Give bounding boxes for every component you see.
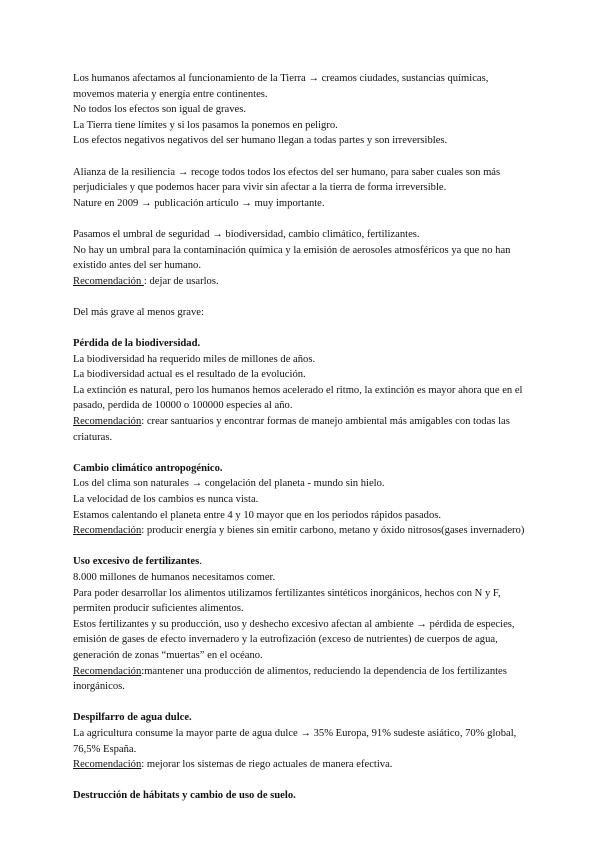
alianza-paragraph xyxy=(73,165,529,212)
text-line: Los humanos afectamos al funcionamiento de la Tierra → creamos ciudades, sustancias químicas, movemos materia y energía entre continentes. xyxy=(73,73,489,100)
section-heading: Despilfarro de agua dulce. xyxy=(73,712,192,724)
recommendation-text: : producir energía y bienes sin emitir carbono, metano y óxido nitrosos(gases invernadero) xyxy=(141,525,525,537)
recommendation-line xyxy=(73,523,529,539)
text-line: Alianza de la resiliencia → recoge todos todos los efectos del ser humano, para saber cuales son más perjudiciales y que podemos hacer para vivir sin afectar a la tierra de forma irreversible. xyxy=(73,166,501,194)
text-line: Nature en 2009 → publicación artículo → muy importante. xyxy=(73,197,325,209)
recommendation-text: : dejar de usarlos. xyxy=(143,275,219,287)
document-page xyxy=(73,71,529,804)
intro-paragraph xyxy=(73,71,529,149)
section-heading-line xyxy=(73,554,529,570)
text-line: Los efectos negativos negativos del ser humano llegan a todas partes y son irreversibles. xyxy=(73,135,448,147)
heading-tail: . xyxy=(199,556,202,568)
section-fertilizantes xyxy=(73,554,529,694)
section-heading: Uso excesivo de fertilizantes xyxy=(73,556,200,568)
recommendation-label: Recomendación xyxy=(73,275,144,287)
umbral-paragraph xyxy=(73,227,529,289)
section-agua xyxy=(73,710,529,772)
recommendation-line xyxy=(73,757,529,773)
recommendation-line xyxy=(73,414,529,445)
recommendation-label: Recomendación xyxy=(73,665,142,677)
text-line: La velocidad de los cambios es nunca vista. xyxy=(73,494,259,506)
text-line: Los del clima son naturales → congelación del planeta - mundo sin hielo. xyxy=(73,478,385,490)
text-line: Pasamos el umbral de seguridad → biodiversidad, cambio climático, fertilizantes. xyxy=(73,228,420,240)
recommendation-text: : crear santuarios y encontrar formas de manejo ambiental más amigables con todas las criaturas. xyxy=(73,416,510,443)
text-line: La Tierra tiene límites y si los pasamos la ponemos en peligro. xyxy=(73,119,338,131)
text-line: Para poder desarrollar los alimentos utilizamos fertilizantes sintéticos inorgánicos, hechos con N y F, permiten producir suficientes alimentos. xyxy=(73,587,501,615)
text-line: Estamos calentando el planeta entre 4 y 10 mayor que en los periodos rápidos pasados. xyxy=(73,509,442,521)
recommendation-line xyxy=(73,664,529,695)
text-line: No hay un umbral para la contaminación química y la emisión de aerosoles atmosféricos ya que no han existido antes del ser humano. xyxy=(73,244,511,272)
text-line: No todos los efectos son igual de graves. xyxy=(73,104,246,116)
recommendation-label: Recomendación xyxy=(73,416,142,428)
recommendation-text: : mejorar los sistemas de riego actuales de manera efectiva. xyxy=(141,759,393,771)
recommendation-label: Recomendación xyxy=(73,759,142,771)
section-clima xyxy=(73,461,529,539)
text-line: La agricultura consume la mayor parte de agua dulce → 35% Europa, 91% sudeste asiático, 70% global, 76,5% España. xyxy=(73,727,517,755)
text-line: 8.000 millones de humanos necesitamos comer. xyxy=(73,572,276,583)
recommendation-label: Recomendación xyxy=(73,525,142,537)
text-line: Estos fertilizantes y su producción, uso y deshecho excesivo afectan al ambiente → pérdida de especies, emisión de gases de efecto invernadero y la eutrofización (exceso de nutrientes) de cuerpos de agua, generación de zonas “muertas” en el océano. xyxy=(73,618,515,661)
section-heading: Cambio climático antropogénico. xyxy=(73,462,223,474)
recommendation-text: :mantener una producción de alimentos, reduciendo la dependencia de los fertilizantes inorgánicos. xyxy=(73,665,507,693)
section-biodiversidad xyxy=(73,336,529,445)
text-line: La biodiversidad actual es el resultado de la evolución. xyxy=(73,369,306,381)
text-line: La extinción es natural, pero los humanos hemos acelerado el ritmo, la extinción es mayor ahora que en el pasado, perdida de 10000 o 100000 especies al año. xyxy=(73,384,523,412)
section-heading: Pérdida de la biodiversidad. xyxy=(73,338,201,350)
recommendation-line xyxy=(73,274,529,290)
section-heading: Destrucción de hábitats y cambio de uso de suelo. xyxy=(73,790,296,802)
section-habitats xyxy=(73,788,529,804)
text-line: La biodiversidad ha requerido miles de millones de años. xyxy=(73,353,316,365)
order-line: Del más grave al menos grave: xyxy=(73,306,204,318)
